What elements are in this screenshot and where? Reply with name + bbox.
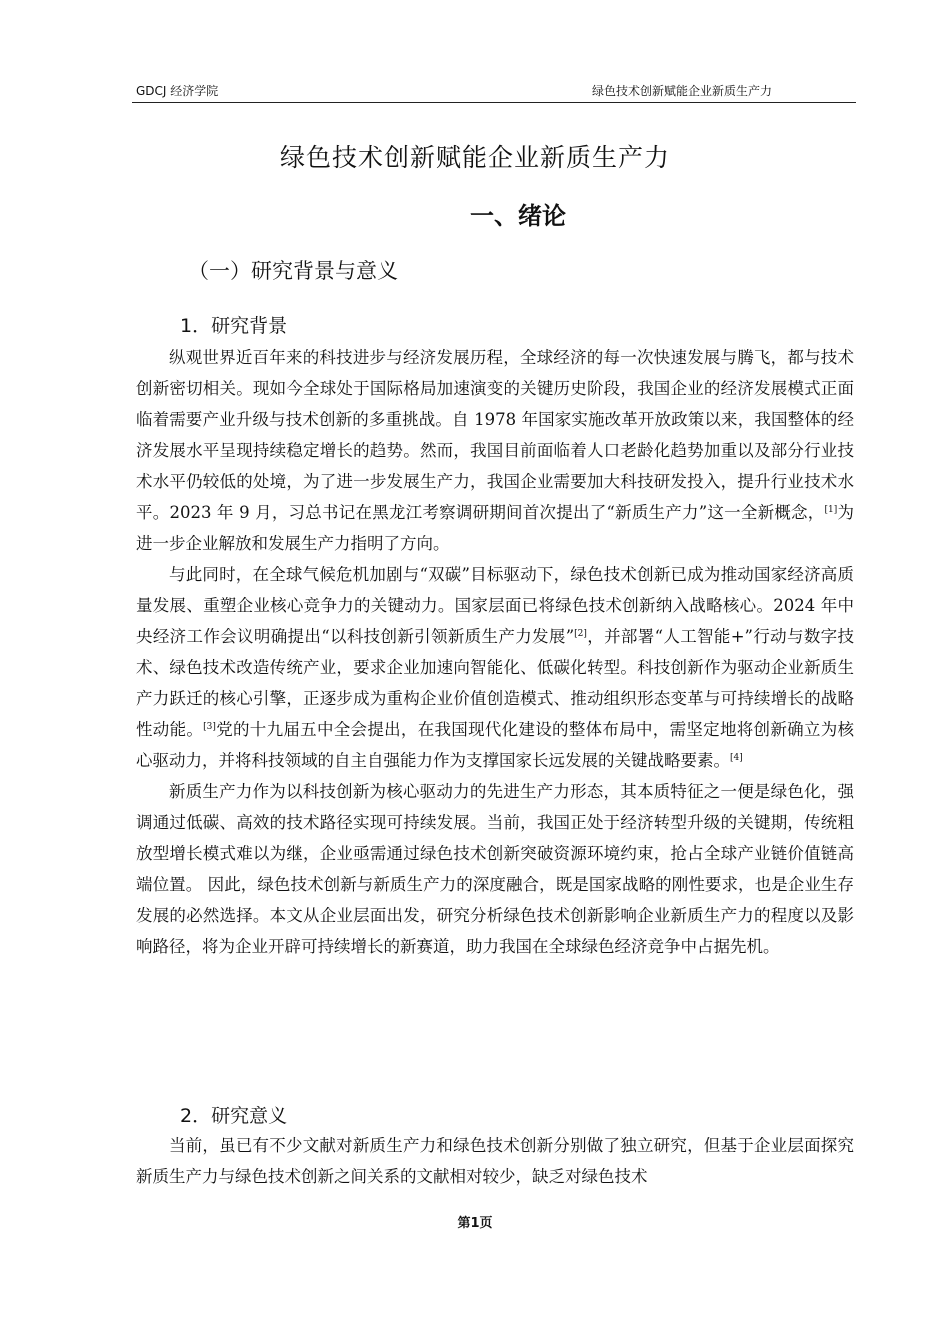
paragraph-2-text-b: ，并部署“人工智能+”行动与数字技术、绿色技术改造传统产业，要求企业加速向智能化、低碳化转型。科技创新作为驱动企业新质生产力跃迁的核心引擎，正逐步成为重构企业价值创造模式、推动组织形态变革与可持续增长的战略性动能。	[136, 627, 855, 739]
paragraph-2-text-a: 与此同时，在全球气候危机加剧与“双碳”目标驱动下，绿色技术创新已成为推动国家经济高质量发展、重塑企业核心竞争力的关键动力。国家层面已将绿色技术创新纳入战略核心。2024 年中央经济工作会议明确提出“以科技创新引领新质生产力发展”	[136, 565, 854, 646]
paragraph-1	[136, 342, 854, 559]
citation-1[interactable]: [1]	[824, 505, 838, 515]
document-title: 绿色技术创新赋能企业新质生产力	[279, 143, 670, 172]
chapter-heading: 一、绪论	[470, 202, 566, 230]
citation-2[interactable]: [2]	[574, 629, 587, 639]
paragraph-2	[136, 559, 854, 776]
paragraph-1-text-b: 为进一步企业解放和发展生产力指明了方向。	[136, 503, 854, 553]
header-left-text: GDCJ 经济学院	[136, 84, 219, 98]
subsection-heading-significance: 2．研究意义	[180, 1105, 288, 1127]
subsection-heading-background: 1．研究背景	[180, 315, 288, 337]
body-block-significance	[136, 1130, 854, 1192]
page-number: 第1页	[457, 1216, 493, 1231]
header-right-text: 绿色技术创新赋能企业新质生产力	[591, 84, 772, 98]
paragraph-3: 新质生产力作为以科技创新为核心驱动力的先进生产力形态，其本质特征之一便是绿色化，强调通过低碳、高效的技术路径实现可持续发展。当前，我国正处于经济转型升级的关键期，传统粗放型增长模式难以为继，企业亟需通过绿色技术创新突破资源环境约束，抢占全球产业链价值链高端位置。 因此，绿色技术创新与新质生产力的深度融合，既是国家战略的刚性要求，也是企业生存发展的必然选择。本文从企业层面出发，研究分析绿色技术创新影响企业新质生产力的程度以及影响路径，将为企业开辟可持续增长的新赛道，助力我国在全球绿色经济竞争中占据先机。	[136, 782, 854, 956]
paragraph-1-text-a: 纵观世界近百年来的科技进步与经济发展历程，全球经济的每一次快速发展与腾飞，都与技术创新密切相关。现如今全球处于国际格局加速演变的关键历史阶段，我国企业的经济发展模式正面临着需要产业升级与技术创新的多重挑战。自 1978 年国家实施改革开放政策以来，我国整体的经济发展水平呈现持续稳定增长的趋势。然而，我国目前面临着人口老龄化趋势加重以及部分行业技术水平仍较低的处境，为了进一步发展生产力，我国企业需要加大科技研发投入，提升行业技术水平。2023 年 9 月，习总书记在黑龙江考察调研期间首次提出了“新质生产力”这一全新概念，	[136, 348, 854, 522]
section-heading: （一）研究背景与意义	[188, 259, 398, 283]
body-block-background	[136, 342, 854, 962]
paragraph-4: 当前，虽已有不少文献对新质生产力和绿色技术创新分别做了独立研究，但基于企业层面探究新质生产力与绿色技术创新之间关系的文献相对较少，缺乏对绿色技术	[136, 1136, 854, 1186]
citation-4[interactable]: [4]	[730, 753, 743, 763]
page-header	[132, 80, 856, 103]
citation-3[interactable]: [3]	[203, 722, 216, 732]
paragraph-2-text-c: 党的十九届五中全会提出，在我国现代化建设的整体布局中，需坚定地将创新确立为核心驱动力，并将科技领域的自主自强能力作为支撑国家长远发展的关键战略要素。	[136, 720, 855, 770]
